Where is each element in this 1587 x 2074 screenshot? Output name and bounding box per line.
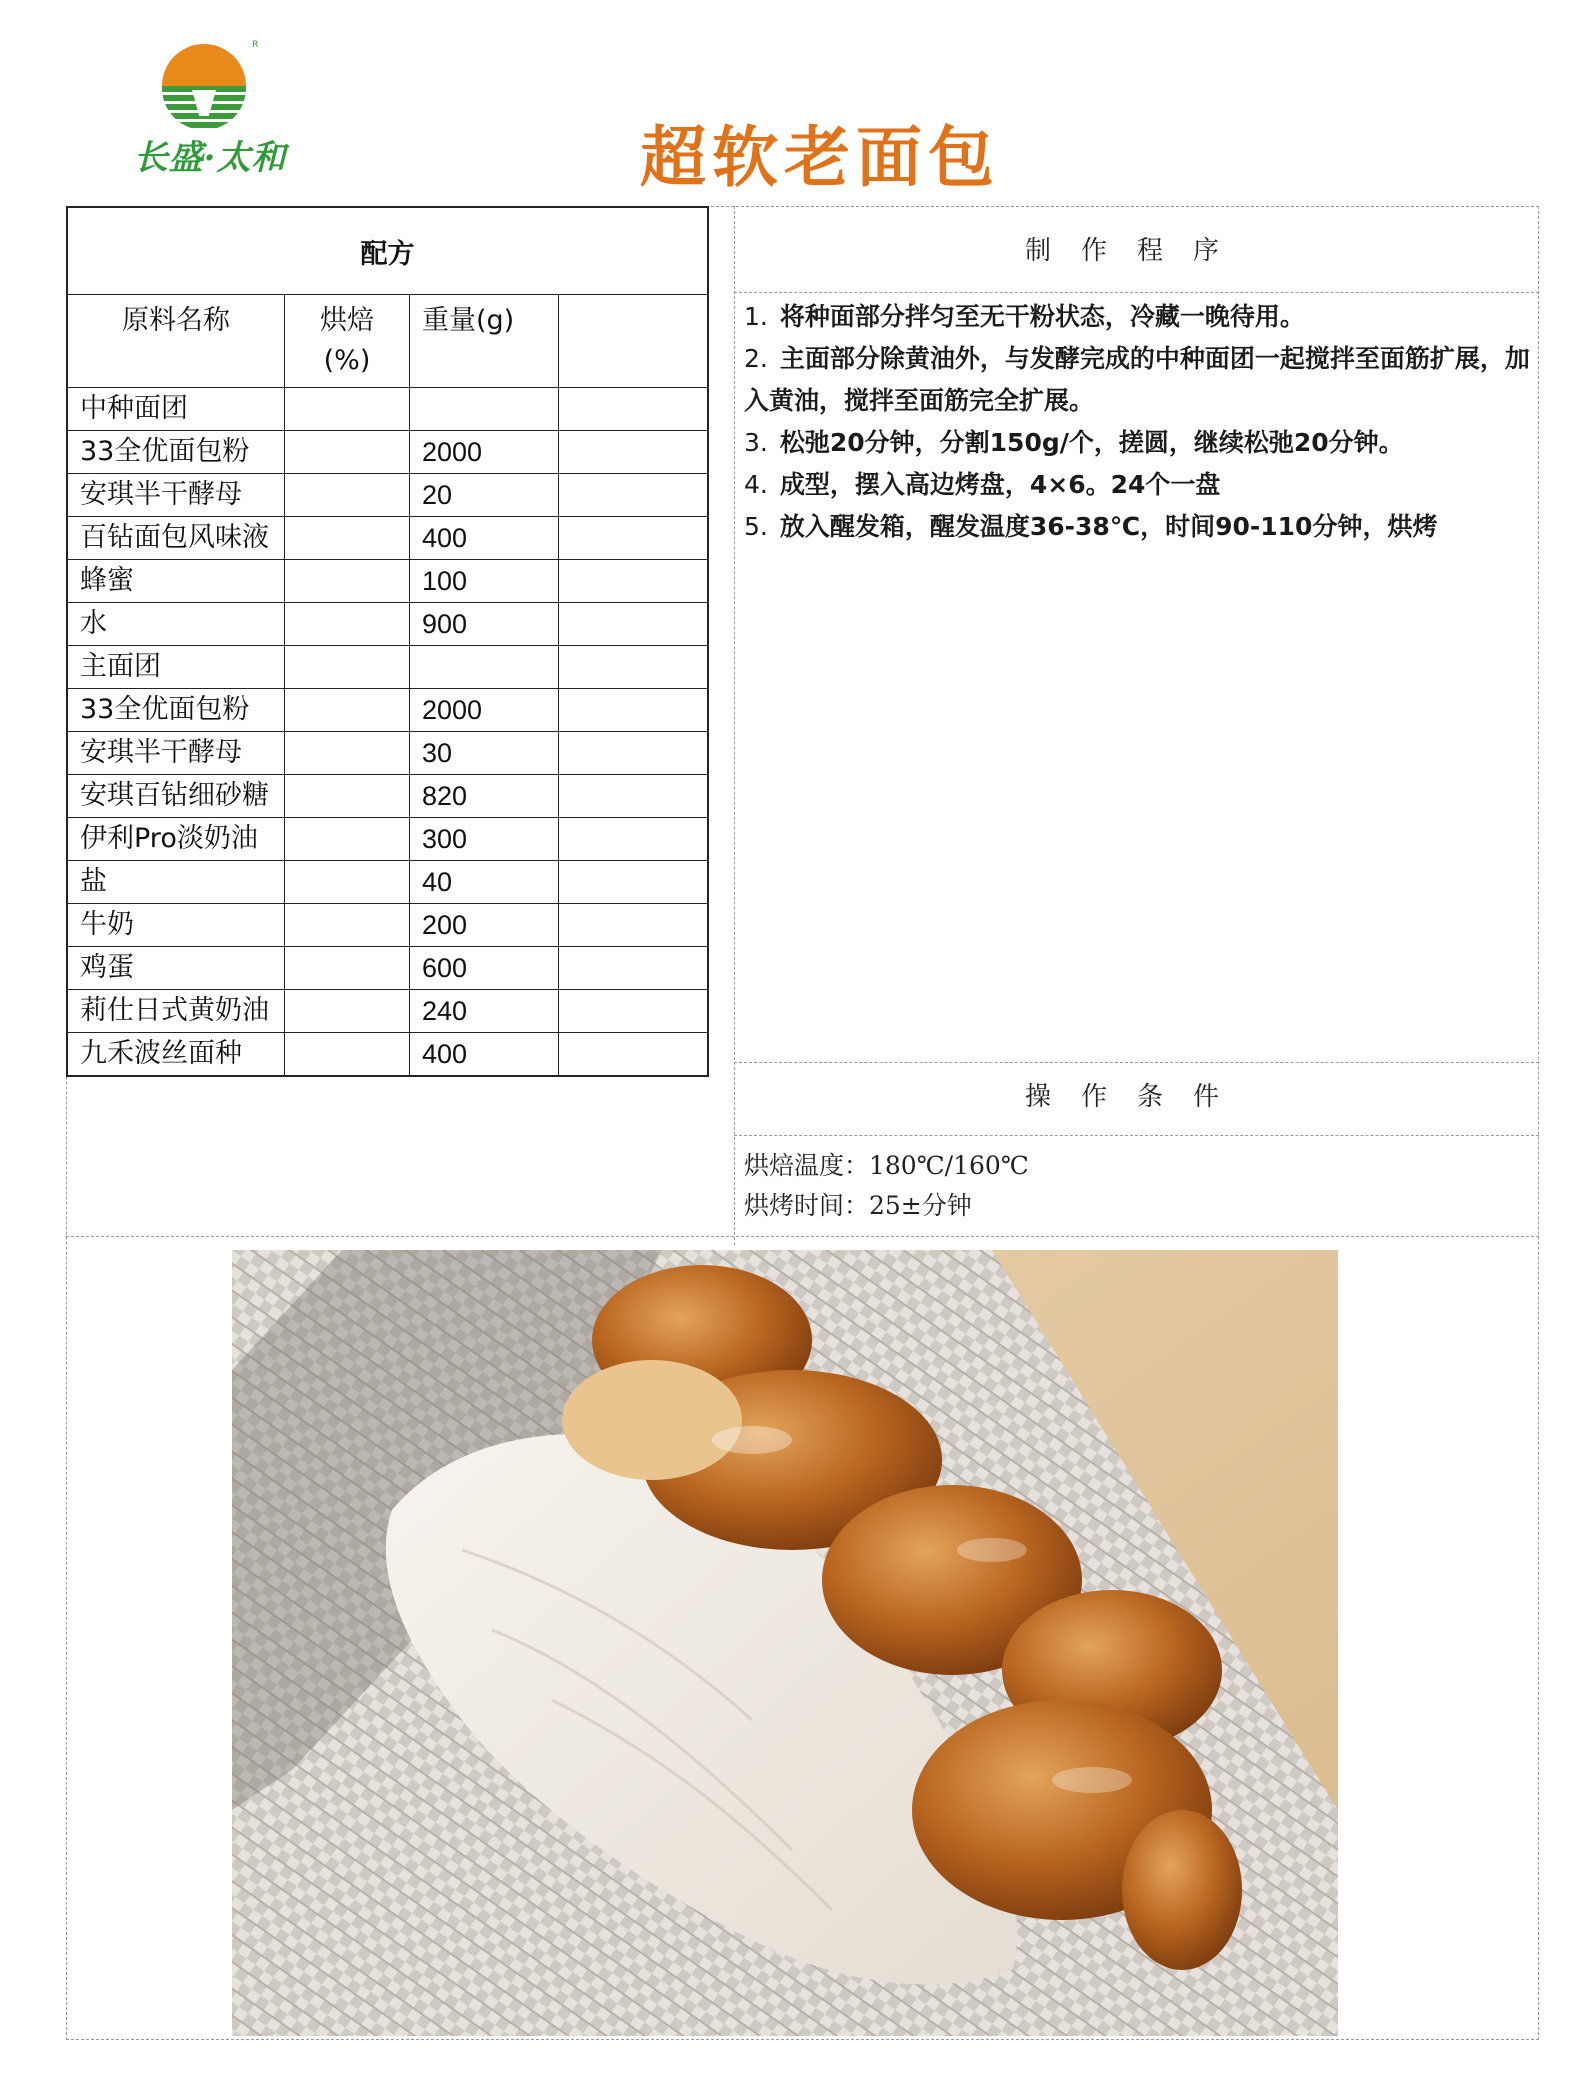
table-row — [67, 560, 708, 603]
table-row — [67, 388, 708, 431]
bread-photo — [232, 1250, 1338, 2036]
ingredient-name: 水 — [67, 603, 285, 646]
table-row — [67, 431, 708, 474]
ingredient-weight: 820 — [410, 775, 559, 818]
ingredient-name: 盐 — [67, 861, 285, 904]
procedure-step: 3. 松弛20分钟，分割150g/个，搓圆，继续松弛20分钟。 — [744, 428, 1404, 457]
ingredient-weight: 2000 — [410, 689, 559, 732]
ingredient-name: 中种面团 — [67, 388, 285, 431]
rule-conditions-head — [734, 1135, 1539, 1136]
ingredient-name: 蜂蜜 — [67, 560, 285, 603]
table-row — [67, 861, 708, 904]
conditions-heading: 操作条件 — [1024, 1082, 1249, 1112]
rule-photo-top — [66, 1236, 1539, 1237]
col-header-weight: 重量(g) — [410, 295, 559, 388]
ingredient-weight: 30 — [410, 732, 559, 775]
table-row — [67, 474, 708, 517]
ingredient-name: 安琪百钻细砂糖 — [67, 775, 285, 818]
logo-field-icon — [162, 86, 246, 130]
ingredient-weight: 100 — [410, 560, 559, 603]
ingredient-name: 伊利Pro淡奶油 — [67, 818, 285, 861]
rule-procedure-head — [734, 292, 1539, 293]
col-header-percent: 烘焙 (%) — [285, 295, 410, 388]
ingredient-name: 百钻面包风味液 — [67, 517, 285, 560]
procedure-step: 2. 主面部分除黄油外，与发酵完成的中种面团一起搅拌至面筋扩展，加入黄油，搅拌至面筋完全扩展。 — [744, 344, 1530, 415]
registered-mark: R — [252, 40, 259, 50]
procedure-step: 4. 成型，摆入高边烤盘，4×6。24个一盘 — [744, 470, 1221, 499]
table-row — [67, 775, 708, 818]
brand-name: 长盛·太和 — [133, 138, 287, 178]
ingredient-name: 莉仕日式黄奶油 — [67, 990, 285, 1033]
table-row — [67, 818, 708, 861]
ingredient-weight: 400 — [410, 517, 559, 560]
table-row — [67, 603, 708, 646]
page-title: 超软老面包 — [640, 118, 1000, 196]
procedure-step: 1. 将种面部分拌匀至无干粉状态，冷藏一晚待用。 — [744, 302, 1305, 331]
bake-time: 烘烤时间：25±分钟 — [744, 1191, 972, 1220]
ingredient-weight: 40 — [410, 861, 559, 904]
ingredient-name: 主面团 — [67, 646, 285, 689]
recipe-heading: 配方 — [67, 207, 708, 295]
ingredient-weight: 2000 — [410, 431, 559, 474]
procedure-heading: 制作程序 — [1024, 236, 1249, 266]
logo-sun-icon — [162, 44, 246, 86]
table-row — [67, 646, 708, 689]
table-row — [67, 517, 708, 560]
ingredient-name: 安琪半干酵母 — [67, 474, 285, 517]
ingredient-weight — [410, 388, 559, 431]
table-row — [67, 732, 708, 775]
ingredient-weight: 900 — [410, 603, 559, 646]
procedure-steps — [744, 296, 1534, 548]
table-row — [67, 689, 708, 732]
table-row — [67, 990, 708, 1033]
table-row — [67, 1033, 708, 1077]
ingredient-name: 33全优面包粉 — [67, 431, 285, 474]
ingredient-name: 安琪半干酵母 — [67, 732, 285, 775]
bake-temperature: 烘焙温度：180℃/160℃ — [744, 1151, 1029, 1180]
ingredient-name: 牛奶 — [67, 904, 285, 947]
recipe-rows — [67, 388, 708, 1077]
col-header-blank — [559, 295, 709, 388]
ingredient-weight: 20 — [410, 474, 559, 517]
bread-illustration — [232, 1250, 1338, 2036]
recipe-table — [66, 206, 709, 1077]
ingredient-weight: 300 — [410, 818, 559, 861]
ingredient-weight: 400 — [410, 1033, 559, 1077]
table-row — [67, 947, 708, 990]
ingredient-name: 33全优面包粉 — [67, 689, 285, 732]
ingredient-name: 九禾波丝面种 — [67, 1033, 285, 1077]
procedure-step: 5. 放入醒发箱，醒发温度36-38℃，时间90-110分钟，烘烤 — [744, 512, 1438, 541]
ingredient-weight: 600 — [410, 947, 559, 990]
rule-conditions-top — [734, 1062, 1539, 1063]
col-header-name: 原料名称 — [67, 295, 285, 388]
table-row — [67, 904, 708, 947]
ingredient-name: 鸡蛋 — [67, 947, 285, 990]
ingredient-weight: 240 — [410, 990, 559, 1033]
brand-logo — [110, 40, 310, 180]
ingredient-weight — [410, 646, 559, 689]
ingredient-weight: 200 — [410, 904, 559, 947]
